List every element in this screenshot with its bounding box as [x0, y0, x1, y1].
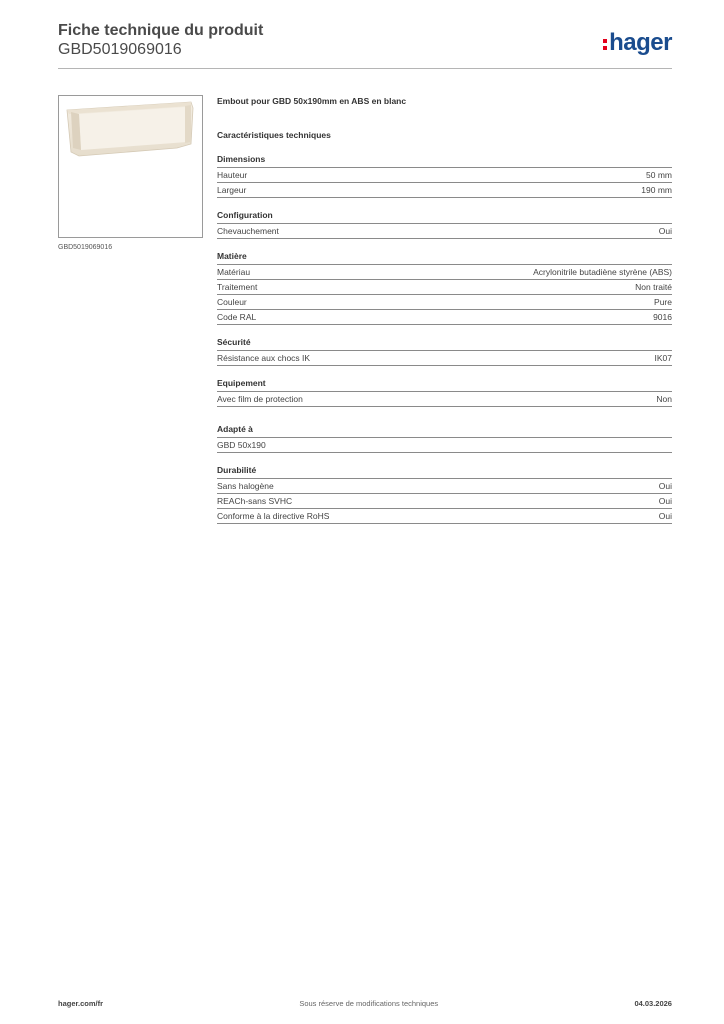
spec-label: Code RAL	[217, 312, 257, 322]
spec-value: 50 mm	[646, 170, 672, 180]
section-heading: Caractéristiques techniques	[217, 130, 331, 140]
spec-value: Oui	[658, 511, 672, 521]
spec-label: Traitement	[217, 282, 258, 292]
spec-row	[217, 183, 672, 198]
group-title: Adapté à	[217, 424, 672, 438]
spec-value: Oui	[658, 226, 672, 236]
page-footer	[58, 999, 672, 1008]
logo-dots-icon	[603, 39, 607, 50]
spec-label: Sans halogène	[217, 481, 274, 491]
spec-label: Chevauchement	[217, 226, 279, 236]
group-title: Matière	[217, 251, 672, 265]
spec-row	[217, 168, 672, 183]
group-title: Durabilité	[217, 465, 672, 479]
spec-value: 190 mm	[641, 185, 672, 195]
spec-label: Largeur	[217, 185, 247, 195]
image-caption: GBD5019069016	[58, 244, 113, 251]
spec-row	[217, 351, 672, 366]
spec-row	[217, 295, 672, 310]
page-header	[58, 22, 672, 69]
spec-value: Non	[656, 394, 672, 404]
group-title: Configuration	[217, 210, 672, 224]
spec-group-sustainability	[217, 465, 672, 524]
product-specs	[217, 96, 672, 536]
footer-date: 04.03.2026	[634, 999, 672, 1008]
footer-notice: Sous réserve de modifications techniques	[299, 999, 439, 1008]
spec-row	[217, 280, 672, 295]
logo-text: hager	[609, 29, 672, 56]
spec-row	[217, 392, 672, 407]
group-title: Equipement	[217, 378, 672, 392]
spec-group-compatibility	[217, 424, 672, 453]
spec-row	[217, 265, 672, 280]
spec-label: Conforme à la directive RoHS	[217, 511, 330, 521]
spec-label: Avec film de protection	[217, 394, 303, 404]
spec-label: Matériau	[217, 267, 251, 277]
spec-group-dimensions	[217, 154, 672, 198]
hager-logo	[603, 29, 672, 57]
spec-label: GBD 50x190	[217, 440, 266, 450]
spec-value: Non traité	[635, 282, 672, 292]
spec-value: Oui	[658, 481, 672, 491]
spec-row	[217, 509, 672, 524]
spec-row	[217, 438, 672, 453]
document-title: Fiche technique du produit	[58, 22, 264, 39]
spec-value: 9016	[653, 312, 672, 322]
spec-value: Oui	[658, 496, 672, 506]
spec-label: Hauteur	[217, 170, 248, 180]
spec-row	[217, 479, 672, 494]
spec-group-equipment	[217, 378, 672, 407]
spec-label: REACh-sans SVHC	[217, 496, 293, 506]
group-title: Dimensions	[217, 154, 672, 168]
product-image	[58, 95, 203, 238]
spec-row	[217, 494, 672, 509]
spec-label: Résistance aux chocs IK	[217, 353, 311, 363]
product-photo-icon	[59, 96, 202, 237]
spec-value: Acrylonitrile butadiène styrène (ABS)	[533, 267, 672, 277]
spec-value: IK07	[654, 353, 672, 363]
spec-group-material	[217, 251, 672, 325]
spec-group-configuration	[217, 210, 672, 239]
spec-row	[217, 310, 672, 325]
spec-value: Pure	[654, 297, 672, 307]
group-title: Sécurité	[217, 337, 672, 351]
spec-row	[217, 224, 672, 239]
footer-website-link[interactable]: hager.com/fr	[58, 999, 104, 1008]
spec-group-safety	[217, 337, 672, 366]
product-reference: GBD5019069016	[58, 41, 182, 58]
product-description: Embout pour GBD 50x190mm en ABS en blanc	[217, 96, 407, 106]
spec-label: Couleur	[217, 297, 247, 307]
